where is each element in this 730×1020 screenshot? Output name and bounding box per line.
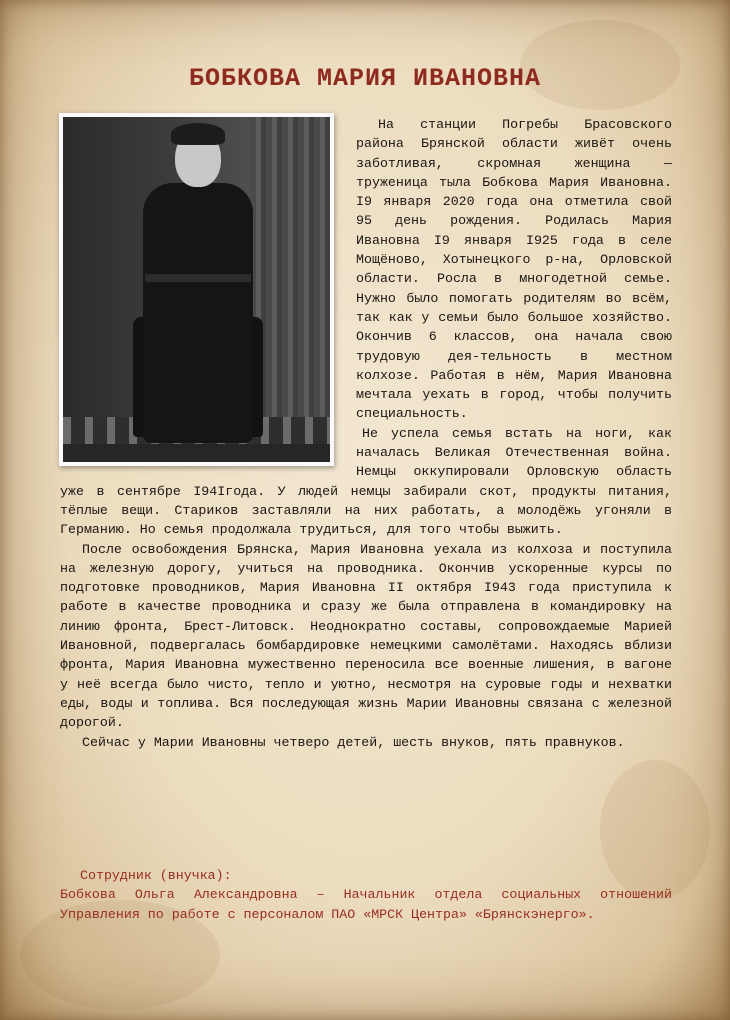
paragraph-war: Не успела семья встать на ноги, как началась Великая Отечественная война. Немцы оккупировали Орловскую область уже в сентябре I94Iгода. У людей немцы забирали скот, продукты питания, тёплые вещи. Стариков заставляли на них работать, а молодёжь угоняли в Германию. Но семья продолжала трудиться, для того чтобы выжить. [60, 425, 672, 538]
employee-label: Сотрудник (внучка): [80, 868, 232, 883]
employee-text: Бобкова Ольга Александровна – Начальник отдела социальных отношений Управления по работе с персоналом ПАО «МРСК Центра» «Брянскэнерго». [60, 887, 672, 922]
employee-block [60, 866, 672, 924]
paragraph-family: Сейчас у Марии Ивановны четверо детей, шесть внуков, пять правнуков. [82, 734, 625, 750]
photo-spacer [60, 115, 356, 480]
paragraph-intro: На станции Погребы Брасовского района Брянской области живёт очень заботливая, скромная женщина — труженица тыла Бобкова Мария Ивановна. I9 января 2020 года она отметила свой 95 день рождения. Родилась Мария Ивановна I9 января I925 года в селе Мощёново, Хотынецкого р-на, Орловской области. Росла в многодетной семье. Нужно было помогать родителям во всём, так как у семьи было большое хозяйство. Окончив 6 классов, она начала свою трудовую дея-тельность в местном колхозе. Работая в нём, Мария Ивановна мечтала уехать в город, чтобы получить специальность. [356, 117, 672, 422]
article-body [60, 115, 672, 752]
paragraph-railway: После освобождения Брянска, Мария Ивановна уехала из колхоза и поступила на железную дорогу, учиться на проводника. Окончив ускоренные курсы по подготовке проводников, Мария Ивановна II октября I943 года приступила к работе в качестве проводника и сразу же была отправлена в командировку на линию фронта, Брест-Литовск. Неоднократно составы, сопровождаемые Марией Ивановной, подвергалась бомбардировке немецкими самолётами. Находясь вблизи фронта, Мария Ивановна мужественно переносила все военные лишения, в вагоне у неё всегда было чисто, тепло и уютно, несмотря на суровые годы и нехватки еды, воды и топлива. Вся последующая жизнь Марии Ивановны связана с железной дорогой. [60, 541, 672, 731]
page-title: БОБКОВА МАРИЯ ИВАНОВНА [188, 64, 542, 93]
